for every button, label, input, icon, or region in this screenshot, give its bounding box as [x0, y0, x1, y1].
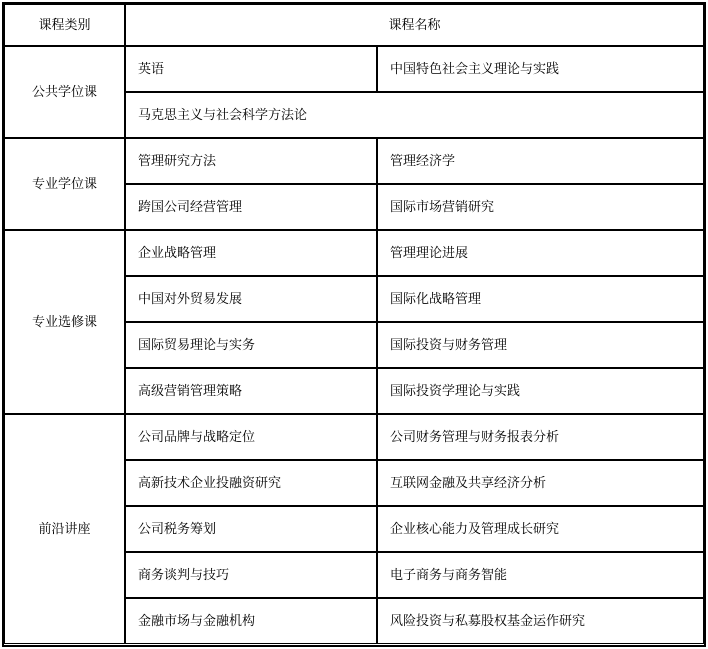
course-cell: 管理经济学 — [377, 138, 704, 184]
course-cell: 管理研究方法 — [125, 138, 377, 184]
category-cell: 前沿讲座 — [4, 414, 125, 644]
course-cell: 电子商务与商务智能 — [377, 552, 704, 598]
course-cell: 互联网金融及共享经济分析 — [377, 460, 704, 506]
course-cell: 国际投资学理论与实践 — [377, 368, 704, 414]
course-cell: 公司税务筹划 — [125, 506, 377, 552]
course-cell: 企业战略管理 — [125, 230, 377, 276]
course-cell: 国际投资与财务管理 — [377, 322, 704, 368]
course-cell: 跨国公司经营管理 — [125, 184, 377, 230]
course-cell: 中国特色社会主义理论与实践 — [377, 46, 704, 92]
course-cell: 公司品牌与战略定位 — [125, 414, 377, 460]
category-cell: 专业选修课 — [4, 230, 125, 414]
course-cell: 英语 — [125, 46, 377, 92]
course-cell: 管理理论进展 — [377, 230, 704, 276]
course-cell: 国际市场营销研究 — [377, 184, 704, 230]
course-cell: 企业核心能力及管理成长研究 — [377, 506, 704, 552]
header-category: 课程类别 — [4, 4, 125, 46]
course-cell: 风险投资与私募股权基金运作研究 — [377, 598, 704, 644]
course-cell: 商务谈判与技巧 — [125, 552, 377, 598]
category-cell: 专业学位课 — [4, 138, 125, 230]
category-cell: 公共学位课 — [4, 46, 125, 138]
course-cell: 公司财务管理与财务报表分析 — [377, 414, 704, 460]
course-cell: 国际化战略管理 — [377, 276, 704, 322]
course-cell: 中国对外贸易发展 — [125, 276, 377, 322]
course-cell: 马克思主义与社会科学方法论 — [125, 92, 704, 138]
course-cell: 高级营销管理策略 — [125, 368, 377, 414]
course-cell: 国际贸易理论与实务 — [125, 322, 377, 368]
header-course-name: 课程名称 — [125, 4, 704, 46]
course-cell: 金融市场与金融机构 — [125, 598, 377, 644]
course-cell: 高新技术企业投融资研究 — [125, 460, 377, 506]
